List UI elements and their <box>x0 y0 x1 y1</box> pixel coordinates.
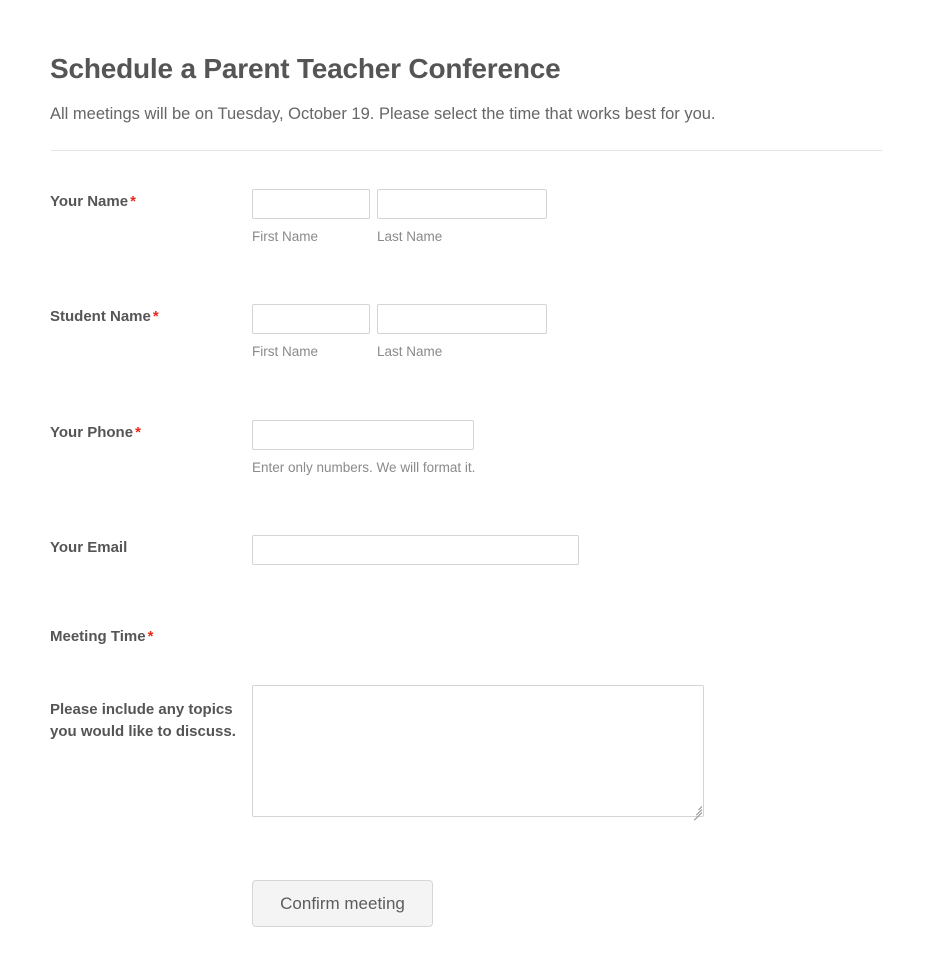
label-your-name <box>50 189 252 213</box>
control-submit <box>252 880 882 927</box>
control-your-email <box>252 535 882 565</box>
field-row-submit <box>50 880 882 927</box>
label-student-name <box>50 304 252 328</box>
control-your-phone <box>252 420 882 477</box>
topics-textarea[interactable] <box>252 685 704 817</box>
required-asterisk: * <box>130 192 136 210</box>
student-name-first-sublabel: First Name <box>252 344 319 360</box>
required-asterisk: * <box>152 308 159 326</box>
form-subtitle: All meetings will be on Tuesday, October 19. Please select the time that works best for you. <box>50 104 716 123</box>
your-name-first-col <box>252 189 370 246</box>
your-phone-hint: Enter only numbers. We will format it. <box>252 459 476 475</box>
required-asterisk: * <box>147 627 154 645</box>
your-name-last-input[interactable] <box>377 189 547 219</box>
label-your-email: Your Email <box>50 538 128 556</box>
required-asterisk: * <box>135 423 141 441</box>
student-name-first-col <box>252 304 370 361</box>
your-email-input[interactable] <box>252 535 579 565</box>
student-name-first-input[interactable] <box>252 304 370 334</box>
confirm-meeting-button[interactable]: Confirm meeting <box>252 880 433 927</box>
your-name-first-sublabel: First Name <box>252 228 319 244</box>
label-your-name-text: Your Name <box>50 192 129 210</box>
student-name-last-sublabel: Last Name <box>377 344 443 360</box>
label-your-phone-text: Your Phone <box>50 423 134 441</box>
your-name-last-col <box>377 189 547 246</box>
name-pair-student-name <box>252 304 882 361</box>
control-your-name <box>252 189 882 246</box>
field-row-meeting-time <box>50 624 882 648</box>
form-header <box>50 0 882 151</box>
meeting-time-options[interactable] <box>252 624 882 646</box>
field-row-student-name <box>50 304 882 361</box>
your-name-last-sublabel: Last Name <box>377 228 443 244</box>
label-your-phone <box>50 420 252 444</box>
label-student-name-text: Student Name <box>50 308 151 326</box>
field-row-topics <box>50 685 882 822</box>
control-student-name <box>252 304 882 361</box>
field-row-your-email <box>50 535 882 565</box>
control-topics <box>252 685 882 822</box>
control-meeting-time[interactable] <box>252 624 882 646</box>
page-title: Schedule a Parent Teacher Conference <box>50 53 561 84</box>
student-name-last-input[interactable] <box>377 304 547 334</box>
topics-textarea-shell <box>252 685 704 817</box>
conference-form <box>50 0 882 927</box>
name-pair-your-name <box>252 189 882 246</box>
label-meeting-time-text: Meeting Time <box>50 627 146 645</box>
label-meeting-time <box>50 624 252 648</box>
label-topics: Please include any topics you would like to discuss. <box>50 701 236 740</box>
field-row-your-name <box>50 189 882 246</box>
field-row-your-phone <box>50 420 882 477</box>
your-phone-input[interactable] <box>252 420 474 450</box>
student-name-last-col <box>377 304 547 361</box>
header-divider <box>51 150 882 151</box>
your-name-first-input[interactable] <box>252 189 370 219</box>
